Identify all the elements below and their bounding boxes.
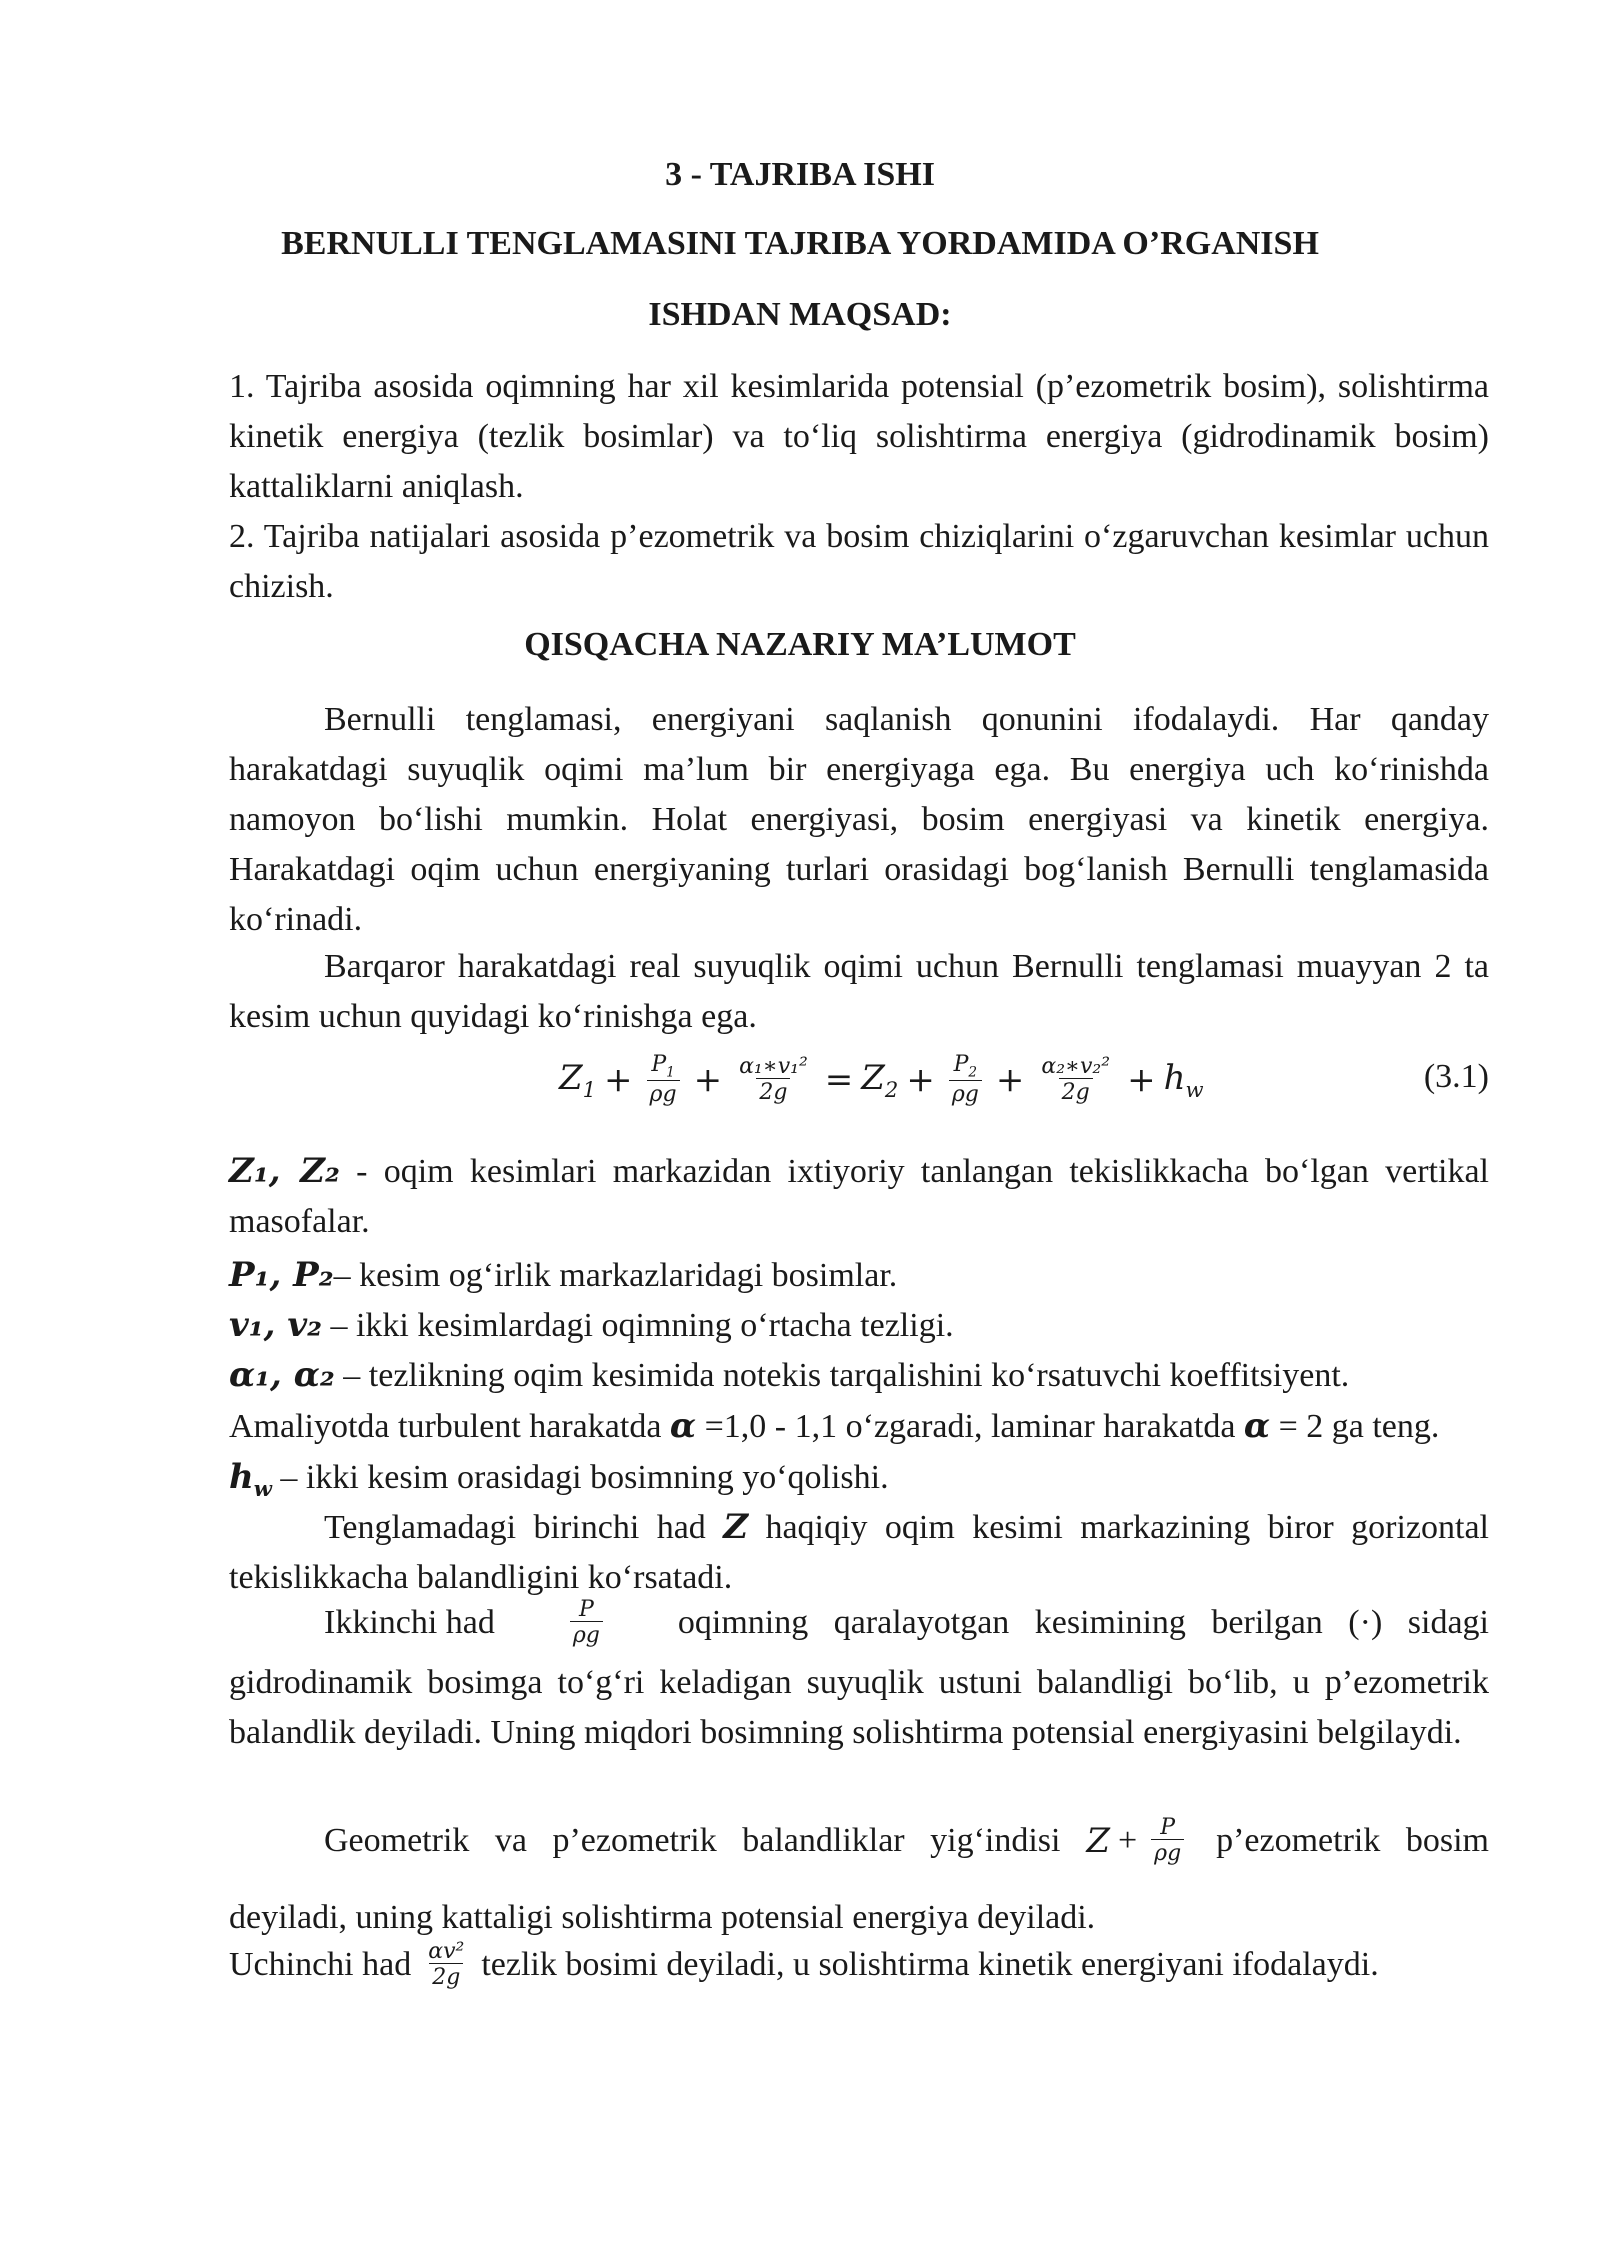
eq-frac-a2v2: $\frac{\text{α₂∗v₂²}}{2g}$ bbox=[1041, 1054, 1111, 1105]
paragraph-geometric-line: Geometrik va p’ezometrik balandliklar yig‘indisi Z + $\frac{P}{\rho g}$ p’ezometrik bosim bbox=[324, 1815, 1489, 1866]
theory-paragraph-1: Bernulli tenglamasi, energiyani saqlanish qonunini ifodalaydi. Har qanday harakatdagi suyuqlik oqimi ma’lum bir energiyaga ega. Bu energiya uch ko‘rinishda namoyon bo‘lishi mumkin. Holat energiyasi, bosim energiyasi va kinetik energiya. Harakatdagi oqim uchun energiyaning turlari orasidagi bog‘lanish Bernulli tenglamasida ko‘rinadi. bbox=[229, 701, 1489, 938]
theory-heading: QISQACHA NAZARIY MA’LUMOT bbox=[524, 626, 1076, 663]
theory-paragraph-2: Barqaror harakatdagi real suyuqlik oqimi uchun Bernulli tenglamasi muayyan 2 ta kesim uchun quyidagi ko‘rinishga ega. bbox=[229, 948, 1489, 1035]
equation-number: (3.1) bbox=[1423, 1058, 1489, 1095]
goal-item-2: 2. Tajriba natijalari asosida p’ezometrik va bosim chiziqlarini o‘zgaruvchan kesimlar uchun chizish. bbox=[229, 518, 1489, 605]
goal-item-1: 1. Tajriba asosida oqimning har xil kesimlarida potensial (p’ezometrik bosim), solishtirma kinetik energiya (tezlik bosimlar) va to‘liq solishtirma energiya (gidrodinamik bosim) kattaliklarni aniqlash. bbox=[229, 368, 1489, 505]
def-v: v₁, v₂ – ikki kesimlardagi oqimning o‘rtacha tezligi. bbox=[229, 1305, 954, 1345]
lab-title: 3 - TAJRIBA ISHI bbox=[665, 156, 935, 193]
paragraph-second-term-cont: gidrodinamik bosimga to‘g‘ri keladigan suyuqlik ustuni balandligi bo‘lib, u p’ezometrik balandlik deyiladi. Uning miqdori bosimning solishtirma potensial energiyasini belgilaydi. bbox=[229, 1664, 1489, 1751]
frac-av2-2g: $\frac{\text{αv²}}{2g}$ bbox=[428, 1939, 465, 1990]
paragraph-second-term-line: Ikkinchi had $\frac{P}{\rho g}$ oqimning qaralayotgan kesimining berilgan (·) sidagi bbox=[324, 1597, 1489, 1648]
bernoulli-equation: $Z_1$ + $\frac{P_1}{\rho g}$ + $\frac{\text{α₁∗v₁²}}{2g}$ = $Z_2$ + $\frac{P_2}{\rho g}$ + $\frac{\text{α₂∗v₂²}}{2g}$ + $h_w$ (3.1) bbox=[559, 1051, 1489, 1108]
def-z: Z₁, Z₂ - oqim kesimlari markazidan ixtiyoriy tanlangan tekislikkacha bo‘lgan vertikal masofalar. bbox=[229, 1151, 1489, 1240]
eq-frac-a1v1: $\frac{\text{α₁∗v₁²}}{2g}$ bbox=[739, 1054, 808, 1105]
paragraph-third-term: Uchinchi had $\frac{\text{αv²}}{2g}$ tezlik bosimi deyiladi, u solishtirma kinetik energiyani ifodalaydi. bbox=[229, 1939, 1379, 1990]
eq-z2: $Z_2$ bbox=[861, 1058, 899, 1102]
eq-frac-p1: $\frac{P_1}{\rho g}$ bbox=[647, 1054, 680, 1106]
eq-hw: $h_w$ bbox=[1163, 1058, 1204, 1102]
frac-p-rhog: $\frac{P}{\rho g}$ bbox=[570, 1599, 603, 1647]
topic-title: BERNULLI TENGLAMASINI TAJRIBA YORDAMIDA O’RGANISH bbox=[281, 225, 1319, 262]
goal-heading: ISHDAN MAQSAD: bbox=[648, 296, 952, 333]
def-p: P₁, P₂– kesim og‘irlik markazlaridagi bosimlar. bbox=[229, 1255, 898, 1295]
paragraph-geometric-cont: deyiladi, uning kattaligi solishtirma potensial energiya deyiladi. bbox=[229, 1899, 1096, 1936]
paragraph-first-term: Tenglamadagi birinchi had Z haqiqiy oqim kesimi markazining biror gorizontal tekislikkacha balandligini ko‘rsatadi. bbox=[229, 1507, 1489, 1596]
def-hw: $h_w$ – ikki kesim orasidagi bosimning yo‘qolishi. bbox=[229, 1457, 889, 1501]
eq-z1: $Z_1$ bbox=[559, 1058, 597, 1102]
eq-frac-p2: $\frac{P_2}{\rho g}$ bbox=[949, 1054, 982, 1106]
def-alpha: α₁, α₂ – tezlikning oqim kesimida notekis tarqalishini ko‘rsatuvchi koeffitsiyent. Amaliyotda turbulent harakatda α =1,0 - 1,1 o‘zgaradi, laminar harakatda α = 2 ga teng. bbox=[229, 1355, 1440, 1446]
frac-p-rhog-2: $\frac{P}{\rho g}$ bbox=[1151, 1817, 1184, 1865]
